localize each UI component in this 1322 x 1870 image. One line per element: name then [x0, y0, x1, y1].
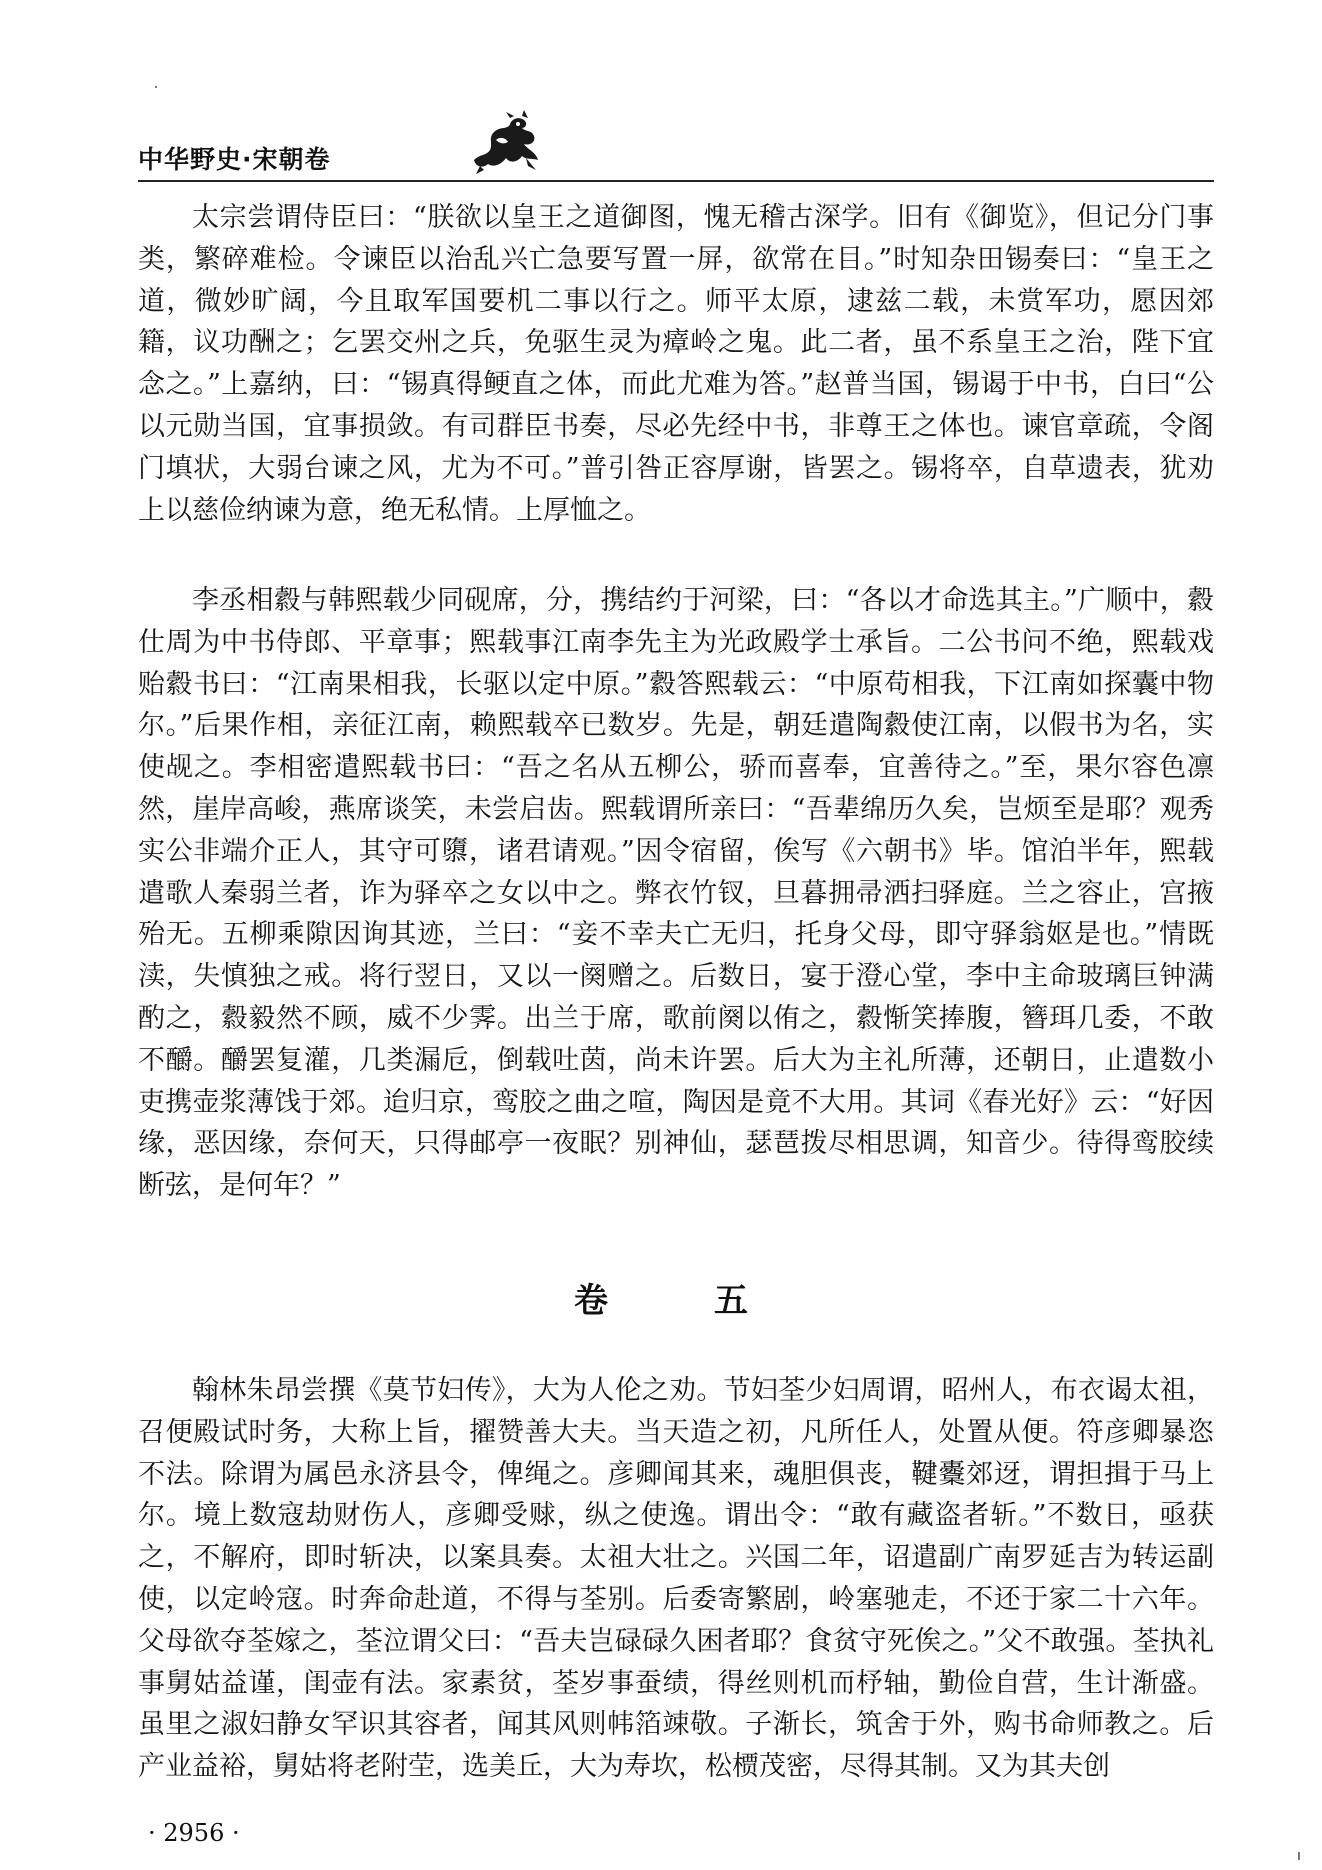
header-rule: [138, 180, 1214, 182]
running-title: 中华野史·宋朝卷: [138, 145, 331, 174]
paragraph-mo-jiefu: 翰林朱昂尝撰《莫节妇传》，大为人伦之劝。节妇荃少妇周谓，昭州人，布衣谒太祖，召便殿试时务，大称上旨，擢赞善大夫。当天造之初，凡所任人，处置从便。符彦卿暴恣不法。除谓为属邑永济县令，俾绳之。彦卿闻其来，魂胆俱丧，鞬櫜郊迓，谓担揖于马上尔。境上数寇劫财伤人，彦卿受赇，纵之使逸。谓出令：“敢有藏盗者斩。”不数日，亟获之，不解府，即时斩决，以案具奏。太祖大壮之。兴国二年，诏遣副广南罗延吉为转运副使，以定岭寇。时奔命赴道，不得与荃别。后委寄繁剧，岭塞驰走，不还于家二十六年。父母欲夺荃嫁之，荃泣谓父曰：“吾夫岂碌碌久困者耶？食贫守死俟之。”父不敢强。荃执礼事舅姑益谨，闺壶有法。家素贫，荃岁事蚕绩，得丝则机而杼轴，勤俭自营，生计渐盛。虽里之淑妇静女罕识其容者，闻其风则帏箔竦敬。子渐长，筑舍于外，购书命师教之。后产业益裕，舅姑将老附茔，选美丘，大为寿坎，松槚茂密，尽得其制。又为其夫创: [138, 1375, 1214, 1783]
page-number: · 2956 ·: [148, 1819, 240, 1847]
page-header: [138, 110, 1214, 180]
scan-speck: [155, 86, 157, 88]
paragraph-taizong: 太宗尝谓侍臣曰：“朕欲以皇王之道御图，愧无稽古深学。旧有《御览》，但记分门事类，繁碎难检。令谏臣以治乱兴亡急要写置一屏，欲常在目。”时知杂田锡奏曰：“皇王之道，微妙旷阔，今且取军国要机二事以行之。师平太原，逮兹二载，未赏军功，愿因郊籍，议功酬之；乞罢交州之兵，免驱生灵为瘴岭之鬼。此二者，虽不系皇王之治，陛下宜念之。”上嘉纳，曰：“锡真得鲠直之体，而此尤难为答。”赵普当国，锡谒于中书，白曰“公以元勋当国，宜事损敛。有司群臣书奏，尽必先经中书，非尊王之体也。谏官章疏，令阁门填状，大弱台谏之风，尤为不可。”普引咎正容厚谢，皆罢之。锡将卒，自草遗表，犹劝上以慈俭纳谏为意，绝无私情。上厚恤之。: [138, 202, 1214, 526]
section-heading: 卷 五: [574, 1281, 784, 1321]
scan-speck: [1298, 1852, 1300, 1860]
paragraph-li-gu: 李丞相縠与韩熙载少同砚席，分，携结约于河梁，曰：“各以才命选其主。”广顺中，縠仕周为中书侍郎、平章事；熙载事江南李先主为光政殿学士承旨。二公书问不绝，熙载戏贻縠书曰：“江南果相我，长驱以定中原。”縠答熙载云：“中原苟相我，下江南如探囊中物尔。”后果作相，亲征江南，赖熙载卒已数岁。先是，朝廷遣陶縠使江南，以假书为名，实使觇之。李相密遣熙载书曰：“吾之名从五柳公，骄而喜奉，宜善待之。”至，果尔容色凛然，崖岸高峻，燕席谈笑，未尝启齿。熙载谓所亲曰：“吾辈绵历久矣，岂烦至是耶？观秀实公非端介正人，其守可隳，诸君请观。”因令宿留，俟写《六朝书》毕。馆泊半年，熙载遣歌人秦弱兰者，诈为驿卒之女以中之。弊衣竹钗，旦暮拥帚洒扫驿庭。兰之容止，宫掖殆无。五柳乘隙因询其迹，兰曰：“妾不幸夫亡无归，托身父母，即守驿翁妪是也。”情既渎，失慎独之戒。将行翌日，又以一阕赠之。后数日，宴于澄心堂，李中主命玻璃巨钟满酌之，縠毅然不顾，威不少霁。出兰于席，歌前阕以侑之，縠惭笑捧腹，簪珥几委，不敢不釂。釂罢复灌，几类漏卮，倒载吐茵，尚未许罢。后大为主礼所薄，还朝日，止遣数小吏携壶浆薄饯于郊。迨归京，鸾胶之曲之喧，陶因是竟不大用。其词《春光好》云：“好因缘，恶因缘，奈何天，只得邮亭一夜眠？别神仙，瑟琶拨尽相思调，知音少。待得鸾胶续断弦，是何年？”: [138, 585, 1214, 1202]
dragon-emblem-icon: [466, 110, 544, 176]
